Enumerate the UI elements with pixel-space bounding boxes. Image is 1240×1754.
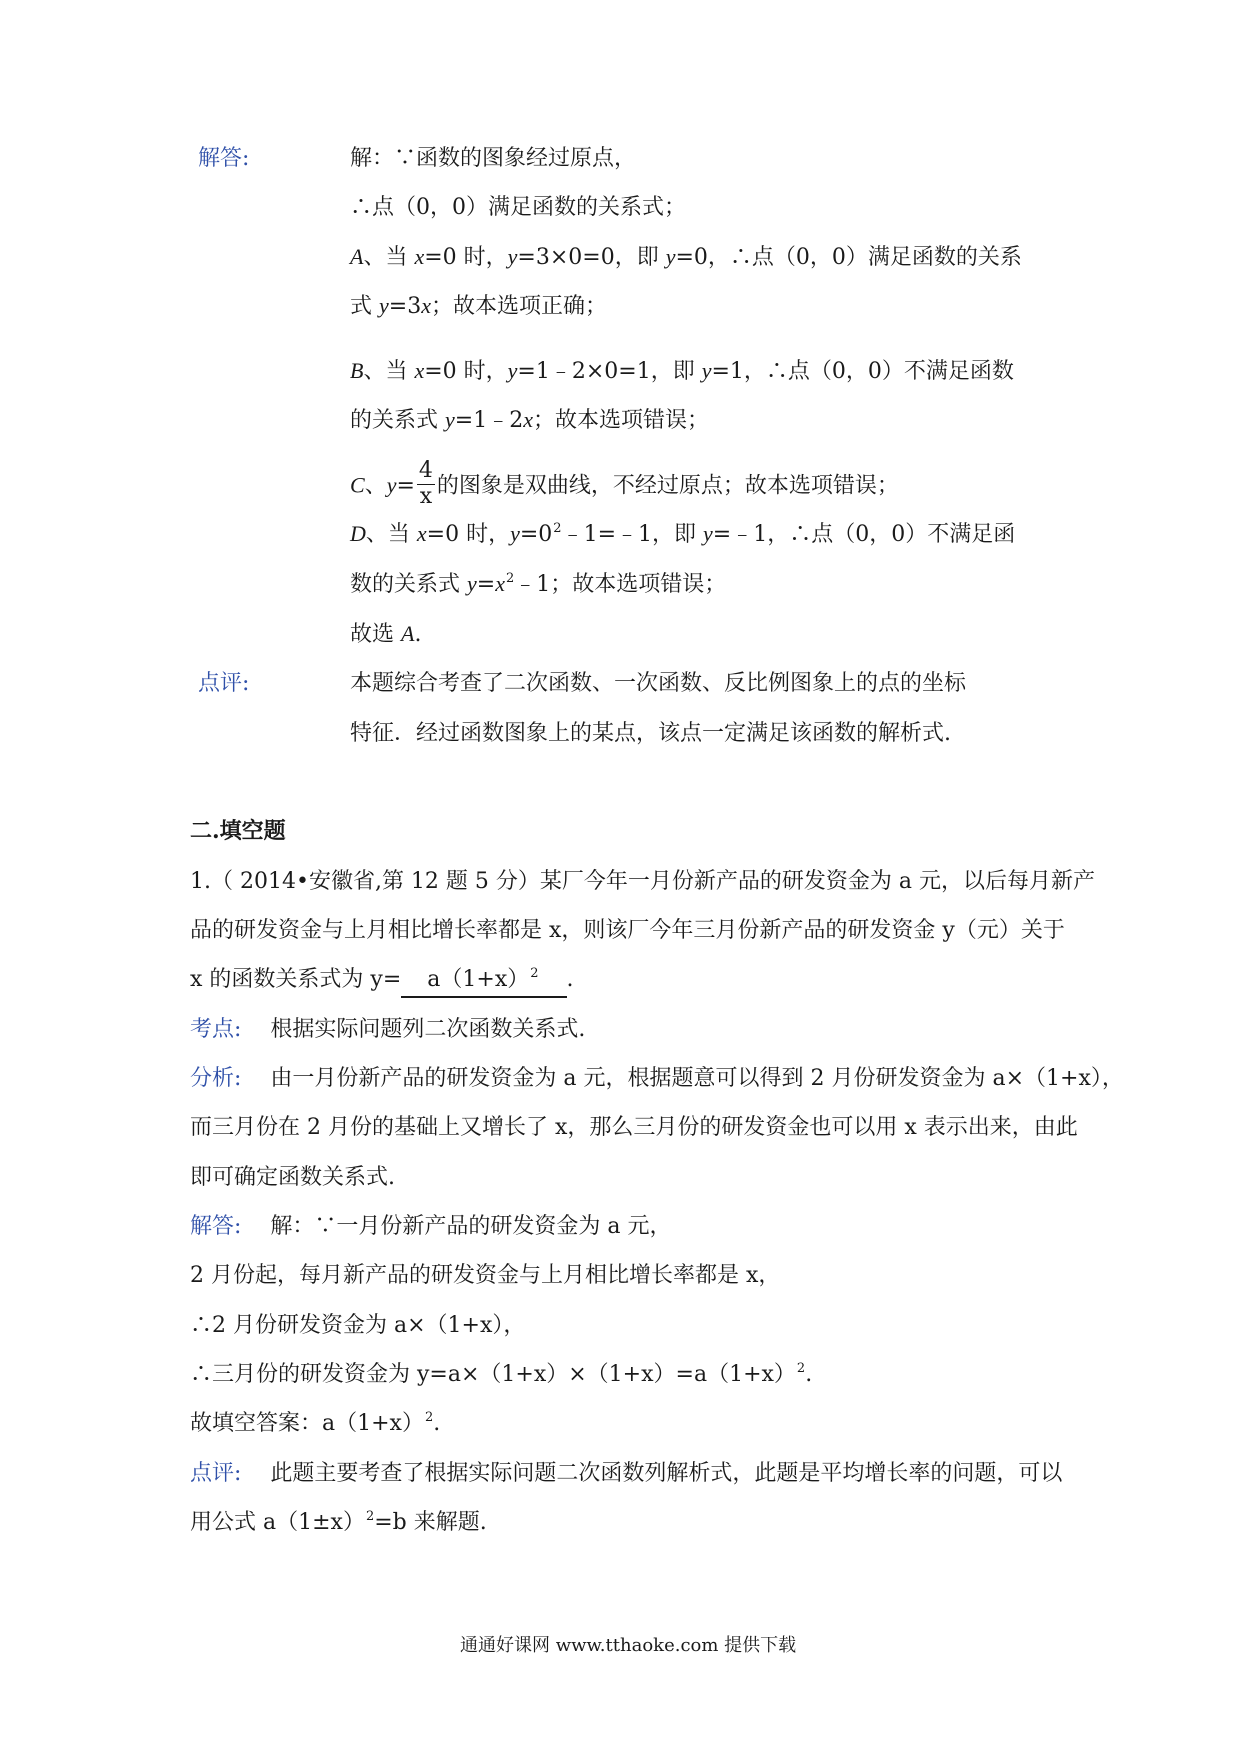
fraction-4-over-x [417,460,435,509]
text: . [414,622,422,647]
fraction-numerator: 4 [418,458,433,483]
text: . [566,967,574,992]
dianping-row [190,1460,1062,1488]
text: 、 [364,473,387,499]
text: 数的关系式 [350,572,467,597]
jieda-line-5 [190,1410,440,1441]
text: 的图象是双曲线，不经过原点；故本选项错误； [436,473,899,499]
var-y: y [507,244,518,269]
var-y: y [386,472,397,498]
text: 故选 [350,622,401,647]
text: ﹣1=﹣1，即 [561,522,703,547]
solution-label: 解答: [198,146,250,171]
fenxi-text-1: 由一月份新产品的研发资金为 a 元，根据题意可以得到 2 月份研发资金为 a×（1+x）， [270,1066,1124,1091]
fenxi-line-3: 即可确定函数关系式. [190,1165,395,1190]
solution-line-1: 解：∵函数的图象经过原点， [350,146,637,171]
text: =1﹣2 [454,408,524,433]
text: 用公式 a（1±x） [190,1510,365,1535]
text: 故填空答案：a（1+x） [190,1411,424,1436]
text: 式 [350,294,379,319]
solution-line-7 [350,458,899,511]
text: ；故本选项错误； [532,408,709,433]
superscript: 2 [796,1361,806,1376]
kaodian-row [190,1016,585,1044]
var-x: x [414,358,425,383]
text: =0 时， [426,522,511,547]
text: x 的函数关系式为 y= [190,967,402,992]
text: 、当 [363,245,415,270]
solution-line-8 [350,520,1015,552]
text: 、当 [363,359,415,384]
jieda-text-1: 解：∵一月份新产品的研发资金为 a 元， [270,1214,672,1239]
solution-line-3 [350,243,1022,272]
text: =0 [519,522,553,547]
solution-line-6 [350,406,709,435]
superscript: 2 [553,521,562,536]
var-x: x [416,521,427,546]
comment-line-2: 特征．经过函数图象上的某点，该点一定满足该函数的解析式. [350,721,951,746]
comment-label: 点评: [198,671,250,696]
fenxi-label: 分析: [190,1066,242,1091]
text: =﹣1，∴点（0，0）不满足函 [712,522,1016,547]
text: =1，∴点（0，0）不满足函数 [711,359,1014,384]
fraction-denominator: x [419,484,433,509]
var-y: y [665,244,676,269]
jieda-line-2: 2 月份起，每月新产品的研发资金与上月相比增长率都是 x， [190,1263,781,1288]
text: 、当 [365,522,417,547]
solution-line-9 [350,570,726,602]
var-x: x [523,407,533,432]
text: ﹣1；故本选项错误； [514,572,727,597]
kaodian-label: 考点: [190,1017,242,1042]
question-line-1: 1.（ 2014•安徽省,第 12 题 5 分）某厂今年一月份新产品的研发资金为 a 元，以后每月新产 [190,869,1096,894]
jieda-line-4 [190,1361,812,1392]
footer-credit: 通通好课网 www.tthaoke.com 提供下载 [460,1635,797,1656]
text: =0 时， [424,359,508,384]
text: =1﹣2×0=1，即 [517,359,702,384]
dianping-text-1: 此题主要考查了根据实际问题二次函数列解析式，此题是平均增长率的问题，可以 [270,1461,1063,1486]
superscript: 2 [365,1509,375,1524]
section-heading: 二.填空题 [190,818,286,844]
text: ；故本选项正确； [430,294,607,319]
var-y: y [379,293,389,318]
dianping-label: 点评: [190,1461,242,1486]
jieda-row [190,1213,672,1241]
jieda-label: 解答: [190,1214,242,1239]
var-y: y [507,358,518,383]
fenxi-row [190,1065,1124,1093]
var-y: y [510,521,520,546]
option-a-letter: A [350,244,364,269]
var-y: y [703,521,713,546]
text: . [805,1362,813,1387]
var-x: x [421,293,431,318]
var-y: y [445,407,455,432]
comment-line-1: 本题综合考查了二次函数、一次函数、反比例图象上的点的坐标 [350,671,967,696]
answer-text: a（1+x） [427,967,530,992]
solution-line-4 [350,292,607,321]
var-x: x [495,571,505,596]
option-a-letter: A [401,621,415,646]
fenxi-line-2: 而三月份在 2 月份的基础上又增长了 x，那么三月份的研发资金也可以用 x 表示出来，由此 [190,1115,1078,1140]
var-y: y [467,571,477,596]
solution-line-5 [350,357,1014,386]
superscript: 2 [424,1410,434,1425]
text: = [476,572,496,597]
option-c-letter: C [350,472,365,498]
answer-blank [401,967,566,998]
question-line-3 [190,966,574,998]
text: =0，∴点（0，0）满足函数的关系 [675,245,1022,270]
superscript: 2 [530,966,539,981]
jieda-line-3: ∴2 月份研发资金为 a×（1+x）， [190,1313,526,1338]
question-line-2: 品的研发资金与上月相比增长率都是 x，则该厂今年三月份新产品的研发资金 y（元）关于 [190,918,1065,943]
text: =0 时， [424,245,508,270]
option-b-letter: B [350,358,364,383]
superscript: 2 [505,571,515,586]
var-y: y [701,358,712,383]
kaodian-text: 根据实际问题列二次函数关系式. [270,1017,586,1042]
text: =b 来解题. [374,1510,487,1535]
dianping-line-2 [190,1509,487,1540]
text: =3 [388,294,422,319]
text: . [433,1411,441,1436]
option-d-letter: D [350,521,366,546]
text: ∴三月份的研发资金为 y=a×（1+x）×（1+x）=a（1+x） [190,1362,796,1387]
solution-line-2: ∴点（0，0）满足函数的关系式； [350,195,686,220]
text: 的关系式 [350,408,445,433]
var-x: x [414,244,425,269]
text: =3×0=0，即 [517,245,666,270]
solution-line-10 [350,620,421,649]
text: = [396,473,415,499]
